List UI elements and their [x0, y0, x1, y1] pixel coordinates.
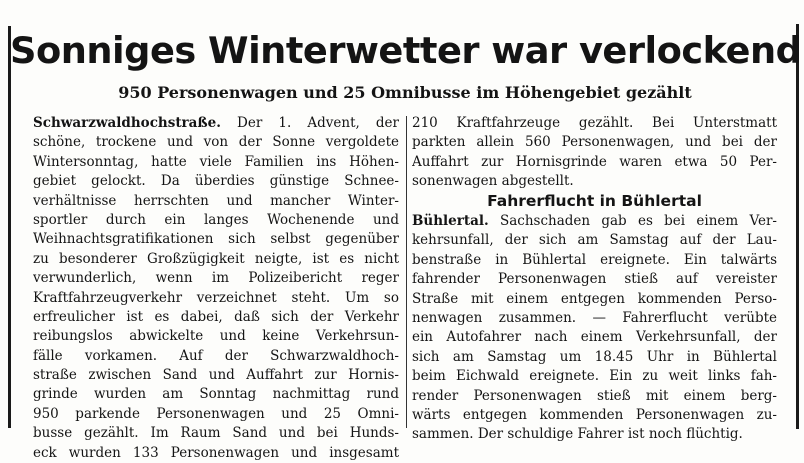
text-line: sportler durch ein langes Wochenende und	[33, 211, 399, 228]
text-line: Kraftfahrzeugverkehr verzeichnet steht. Um so	[33, 289, 399, 306]
text-line: Auffahrt zur Hornisgrinde waren etwa 50 Per-	[412, 153, 777, 170]
text-line: busse gezählt. Im Raum Sand und bei Hunds-	[33, 425, 399, 442]
text-line: Wintersonntag, hatte viele Familien ins Höhen-	[33, 153, 399, 170]
text-line: straße zwischen Sand und Auffahrt zur Hornis-	[33, 367, 399, 384]
subheadline: 950 Personenwagen und 25 Omnibusse im Höhengebiet gezählt	[118, 83, 692, 102]
text-line: Straße mit einem entgegen kommenden Perso-	[412, 290, 777, 307]
text-line	[33, 114, 399, 133]
left-column	[33, 114, 399, 463]
text-line: sonenwagen abgestellt.	[412, 173, 574, 190]
text-line: reibungslos abwickelte und keine Verkehrsun-	[33, 328, 399, 345]
text-line: sammen. Der schuldige Fahrer ist noch flüchtig.	[412, 426, 743, 443]
text-line: nenwagen zusammen. — Fahrerflucht verübte	[412, 309, 777, 326]
text-line: 950 parkende Personenwagen und 25 Omni-	[33, 405, 399, 422]
text-line: wärts entgegen kommenden Personenwagen zu-	[412, 406, 777, 423]
text-line: fahrender Personenwagen stieß auf vereister	[412, 271, 777, 288]
text-line: kehrsunfall, der sich am Samstag auf der Lau-	[412, 232, 777, 249]
text-line	[412, 212, 777, 231]
right-column-continuation	[412, 114, 777, 192]
text-line: 210 Kraftfahrzeuge gezählt. Bei Unterstmatt	[412, 115, 777, 131]
column-divider	[406, 116, 407, 428]
text-line: Der 1. Advent, der	[220, 115, 399, 131]
text-line: gebiet gelockt. Da überdies günstige Schnee-	[33, 173, 399, 190]
text-line: grinde wurden am Sonntag nachmittag rund	[33, 386, 399, 403]
text-line: benstraße in Bühlertal ereignete. Ein talwärts	[412, 251, 777, 268]
text-line: render Personenwagen stieß mit einem berg-	[412, 387, 777, 404]
text-line: eck wurden 133 Personenwagen und insgesamt	[33, 444, 399, 461]
text-line: ein Autofahrer nach einem Verkehrsunfall, der	[412, 329, 777, 346]
headline: Sonniges Winterwetter war verlockend	[10, 29, 802, 72]
text-line: Sachschaden gab es bei einem Ver-	[488, 213, 777, 229]
text-line: verhältnisse herrschten und mancher Winter-	[33, 192, 399, 209]
text-line: zu besonderer Großzügigkeit neigte, ist es nicht	[33, 250, 399, 267]
text-line: sich am Samstag um 18.45 Uhr in Bühlertal	[412, 348, 777, 365]
text-line: erfreulicher ist es dabei, daß sich der Verkehr	[33, 308, 399, 325]
text-line: verwunderlich, wenn im Polizeibericht reger	[33, 270, 399, 287]
text-line: parkten allein 560 Personenwagen, und bei der	[412, 134, 777, 151]
text-line: Weihnachtsgratifikationen sich selbst gegenüber	[33, 231, 399, 248]
second-article-headline: Fahrerflucht in Bühlertal	[487, 192, 702, 210]
second-article-body	[412, 212, 777, 445]
text-line: beim Eichwald ereignete. Ein zu weit links fah-	[412, 368, 777, 385]
text-line: schöne, trockene und von der Sonne vergoldete	[33, 134, 399, 151]
text-line: fälle vorkamen. Auf der Schwarzwaldhoch-	[33, 347, 399, 364]
second-article-dateline: Bühlertal.	[412, 213, 489, 229]
dateline: Schwarzwaldhochstraße.	[33, 115, 221, 131]
